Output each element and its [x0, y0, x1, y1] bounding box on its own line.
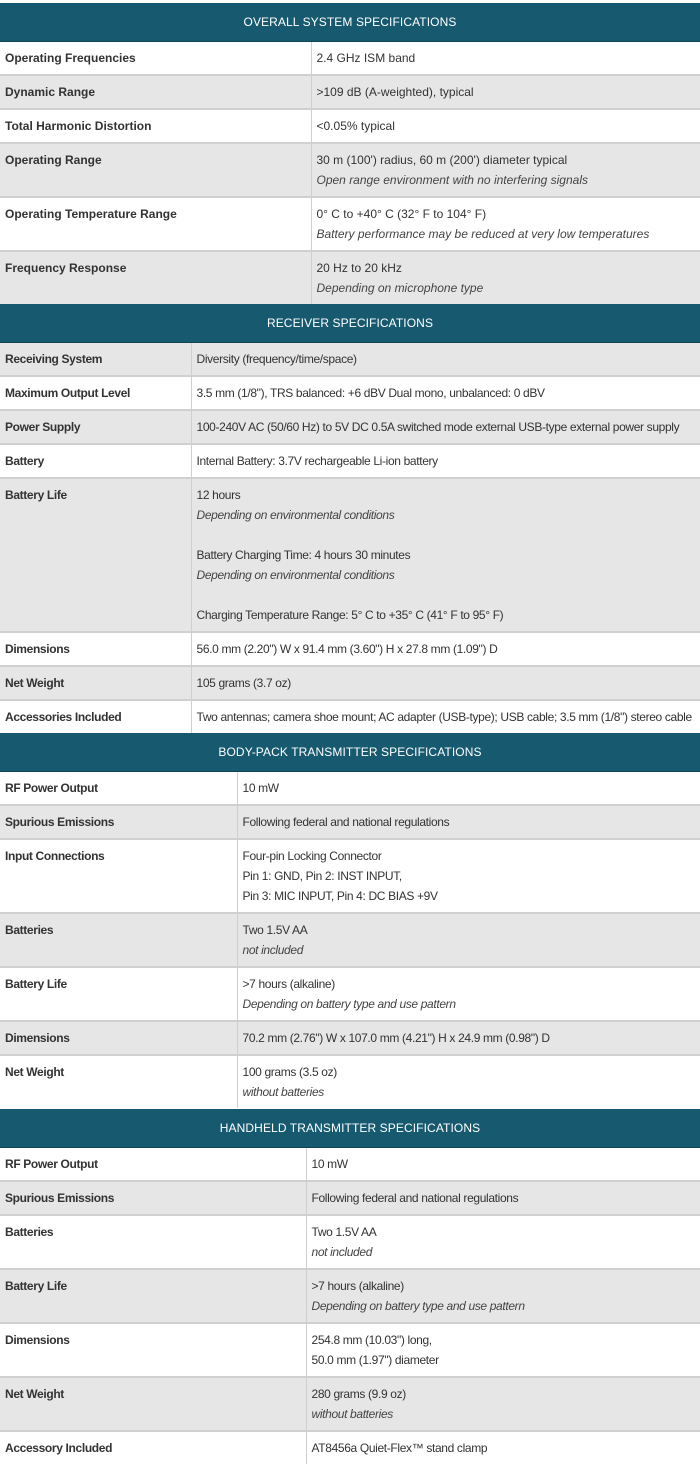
- spec-value-line: Diversity (frequency/time/space): [196, 352, 357, 366]
- spec-value: [191, 632, 700, 666]
- spec-label: Batteries: [0, 913, 237, 967]
- spec-row-power-supply: [0, 410, 700, 444]
- spec-label: Power Supply: [0, 410, 191, 444]
- spec-label: Spurious Emissions: [0, 1181, 306, 1215]
- spec-note: Depending on environmental conditions: [196, 568, 395, 582]
- spec-row-dimensions: [0, 1323, 700, 1377]
- overall-system-specifications-table: [0, 3, 700, 304]
- spec-label: Accessory Included: [0, 1431, 306, 1464]
- spec-row-battery-life: [0, 478, 700, 632]
- spec-value: [311, 42, 700, 76]
- spec-value-line: Two 1.5V AA: [311, 1225, 377, 1239]
- spec-value: [306, 1431, 700, 1464]
- spec-note: Depending on environmental conditions: [196, 508, 395, 522]
- spec-row-input-connections: [0, 839, 700, 913]
- spec-row-spurious-emissions: [0, 1181, 700, 1215]
- section-header: RECEIVER SPECIFICATIONS: [0, 304, 700, 343]
- spec-row-maximum-output-level: [0, 376, 700, 410]
- spec-label: Battery Life: [0, 967, 237, 1021]
- section-header: HANDHELD TRANSMITTER SPECIFICATIONS: [0, 1109, 700, 1148]
- spec-label: Battery Life: [0, 1269, 306, 1323]
- spec-row-dynamic-range: [0, 75, 700, 109]
- blank-line: [197, 585, 696, 605]
- spec-row-rf-power-output: [0, 1148, 700, 1182]
- spec-label: Dimensions: [0, 632, 191, 666]
- spec-value-line: 100-240V AC (50/60 Hz) to 5V DC 0.5A switched mode external USB-type external power supply: [196, 420, 680, 434]
- spec-label: Net Weight: [0, 1055, 237, 1108]
- spec-value-line: 3.5 mm (1/8"), TRS balanced: +6 dBV Dual mono, unbalanced: 0 dBV: [196, 386, 545, 400]
- spec-row-receiving-system: [0, 343, 700, 377]
- spec-row-operating-temperature-range: [0, 197, 700, 251]
- spec-note: without batteries: [311, 1407, 393, 1421]
- spec-value-line: Following federal and national regulations: [311, 1191, 519, 1205]
- body-pack-transmitter-specifications-table: [0, 733, 700, 1108]
- spec-row-frequency-response: [0, 251, 700, 304]
- spec-value-line: >109 dB (A-weighted), typical: [316, 85, 474, 99]
- spec-label: Total Harmonic Distortion: [0, 109, 311, 143]
- spec-value: [306, 1215, 700, 1269]
- spec-value-line: Four-pin Locking Connector: [242, 849, 382, 863]
- spec-row-accessory-included: [0, 1431, 700, 1464]
- spec-note: not included: [311, 1245, 373, 1259]
- spec-value: [311, 251, 700, 304]
- spec-value-line: AT8456a Quiet-Flex™ stand clamp: [311, 1441, 488, 1455]
- spec-note: without batteries: [242, 1085, 324, 1099]
- spec-row-batteries: [0, 1215, 700, 1269]
- spec-label: Dimensions: [0, 1021, 237, 1055]
- spec-value: [306, 1269, 700, 1323]
- spec-value-line: 50.0 mm (1.97") diameter: [311, 1353, 439, 1367]
- spec-label: RF Power Output: [0, 772, 237, 806]
- spec-label: Input Connections: [0, 839, 237, 913]
- spec-row-total-harmonic-distortion: [0, 109, 700, 143]
- spec-row-battery-life: [0, 1269, 700, 1323]
- spec-value-line: 12 hours: [196, 488, 241, 502]
- spec-value-line: 2.4 GHz ISM band: [316, 51, 416, 65]
- spec-row-net-weight: [0, 1377, 700, 1431]
- spec-value-line: Battery Charging Time: 4 hours 30 minutes: [196, 548, 411, 562]
- spec-value-line: Following federal and national regulations: [242, 815, 450, 829]
- spec-note: Open range environment with no interfering signals: [316, 173, 588, 187]
- section-header: OVERALL SYSTEM SPECIFICATIONS: [0, 3, 700, 42]
- spec-value-line: 30 m (100') radius, 60 m (200') diameter typical: [316, 153, 568, 167]
- spec-value: [311, 143, 700, 197]
- spec-value: [237, 805, 700, 839]
- spec-value: [306, 1323, 700, 1377]
- spec-value: [237, 967, 700, 1021]
- spec-label: Frequency Response: [0, 251, 311, 304]
- spec-label: Accessories Included: [0, 700, 191, 733]
- spec-value: [306, 1148, 700, 1182]
- spec-label: Operating Range: [0, 143, 311, 197]
- spec-value-line: Two antennas; camera shoe mount; AC adapter (USB-type); USB cable; 3.5 mm (1/8") stereo cable: [196, 710, 692, 724]
- receiver-specifications-table: [0, 304, 700, 733]
- spec-row-accessories-included: [0, 700, 700, 733]
- spec-label: Operating Temperature Range: [0, 197, 311, 251]
- spec-label: Dimensions: [0, 1323, 306, 1377]
- spec-value-line: 70.2 mm (2.76") W x 107.0 mm (4.21") H x 24.9 mm (0.98") D: [242, 1031, 550, 1045]
- spec-value: [311, 197, 700, 251]
- spec-label: Operating Frequencies: [0, 42, 311, 76]
- spec-value-line: 56.0 mm (2.20") W x 91.4 mm (3.60") H x 27.8 mm (1.09") D: [196, 642, 498, 656]
- spec-note: Depending on battery type and use pattern: [242, 997, 456, 1011]
- spec-value: [311, 109, 700, 143]
- spec-label: Battery: [0, 444, 191, 478]
- spec-value: [237, 772, 700, 806]
- section-header: BODY-PACK TRANSMITTER SPECIFICATIONS: [0, 733, 700, 772]
- spec-label: Spurious Emissions: [0, 805, 237, 839]
- spec-value-line: 100 grams (3.5 oz): [242, 1065, 337, 1079]
- spec-row-dimensions: [0, 1021, 700, 1055]
- spec-value-line: >7 hours (alkaline): [242, 977, 335, 991]
- spec-row-operating-frequencies: [0, 42, 700, 76]
- spec-label: Net Weight: [0, 666, 191, 700]
- spec-value: [306, 1181, 700, 1215]
- spec-value-line: Charging Temperature Range: 5° C to +35° C (41° F to 95° F): [196, 608, 504, 622]
- spec-row-dimensions: [0, 632, 700, 666]
- spec-label: RF Power Output: [0, 1148, 306, 1182]
- spec-label: Dynamic Range: [0, 75, 311, 109]
- spec-row-battery: [0, 444, 700, 478]
- spec-value-line: 0° C to +40° C (32° F to 104° F): [316, 207, 487, 221]
- spec-value: [191, 666, 700, 700]
- spec-value: [191, 376, 700, 410]
- spec-note: not included: [242, 943, 304, 957]
- spec-value: [191, 478, 700, 632]
- spec-value-line: Two 1.5V AA: [242, 923, 308, 937]
- spec-note: Depending on microphone type: [316, 281, 484, 295]
- handheld-transmitter-specifications-table: [0, 1109, 700, 1464]
- spec-label: Net Weight: [0, 1377, 306, 1431]
- spec-sheet: [0, 3, 700, 1464]
- spec-note: Battery performance may be reduced at very low temperatures: [316, 227, 650, 241]
- spec-label: Batteries: [0, 1215, 306, 1269]
- spec-value-line: 10 mW: [242, 781, 279, 795]
- spec-row-spurious-emissions: [0, 805, 700, 839]
- spec-row-batteries: [0, 913, 700, 967]
- spec-value-line: 105 grams (3.7 oz): [196, 676, 291, 690]
- spec-value: [306, 1377, 700, 1431]
- spec-row-battery-life: [0, 967, 700, 1021]
- spec-value: [191, 343, 700, 377]
- spec-value: [191, 700, 700, 733]
- blank-line: [197, 525, 696, 545]
- spec-value: [311, 75, 700, 109]
- spec-row-operating-range: [0, 143, 700, 197]
- spec-row-rf-power-output: [0, 772, 700, 806]
- spec-value-line: Pin 3: MIC INPUT, Pin 4: DC BIAS +9V: [242, 889, 438, 903]
- spec-note: Depending on battery type and use pattern: [311, 1299, 525, 1313]
- spec-value-line: 254.8 mm (10.03") long,: [311, 1333, 432, 1347]
- spec-value: [191, 410, 700, 444]
- spec-row-net-weight: [0, 1055, 700, 1108]
- spec-value: [237, 1055, 700, 1108]
- spec-value-line: 10 mW: [311, 1157, 348, 1171]
- spec-value: [191, 444, 700, 478]
- spec-value: [237, 839, 700, 913]
- spec-value-line: Internal Battery: 3.7V rechargeable Li-ion battery: [196, 454, 438, 468]
- spec-row-net-weight: [0, 666, 700, 700]
- spec-value-line: <0.05% typical: [316, 119, 395, 133]
- spec-label: Receiving System: [0, 343, 191, 377]
- spec-value-line: 20 Hz to 20 kHz: [316, 261, 402, 275]
- spec-value-line: Pin 1: GND, Pin 2: INST INPUT,: [242, 869, 402, 883]
- spec-value: [237, 1021, 700, 1055]
- spec-value-line: 280 grams (9.9 oz): [311, 1387, 406, 1401]
- spec-value-line: >7 hours (alkaline): [311, 1279, 404, 1293]
- spec-label: Maximum Output Level: [0, 376, 191, 410]
- spec-value: [237, 913, 700, 967]
- spec-label: Battery Life: [0, 478, 191, 632]
